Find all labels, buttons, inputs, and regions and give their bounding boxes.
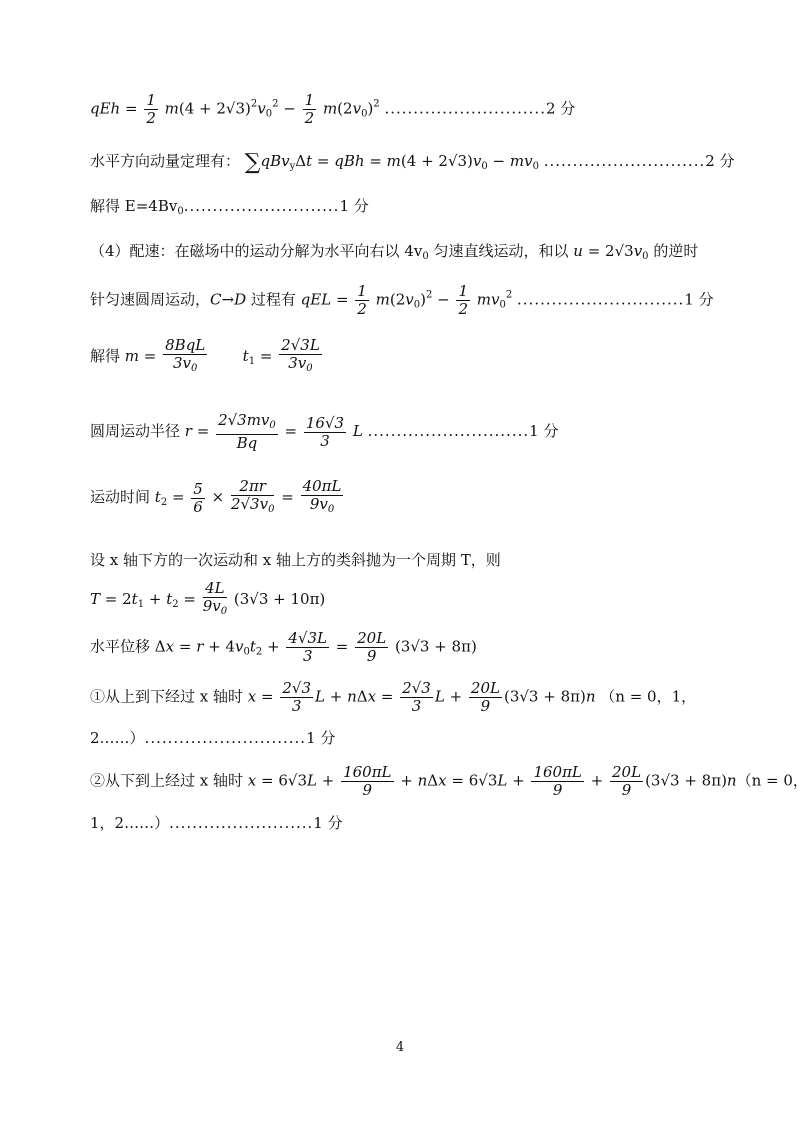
radius: 圆周运动半径 r = $\frac{2√3mv_0}{Bq}$ = $\frac{16√3}{3}$ L ............................1 分	[90, 411, 559, 452]
case-1-cont: 2……）............................1 分	[90, 729, 336, 747]
displacement: 水平位移 $\Delta x = r + 4v_0t_2$ + $\frac{4√3L}{3}$ = $\frac{20L}{9}$ (3√3 + 8π)	[90, 629, 477, 665]
score: 1 分	[339, 197, 369, 215]
equation-energy: qEh = $\frac{1}{2}$ $m(4 + 2√3)^2v_0^2$ − $\frac{1}{2}$ $m(2v_0)^2$ ............................2 分	[90, 91, 576, 127]
result-m-t1: 解得 m = $\frac{\text{8BqL}}{3v_0}$ $t_1$ = $\frac{2√3L}{3v_0}$	[90, 336, 320, 374]
score: 2 分	[545, 99, 576, 118]
time-t2: 运动时间 $t_2$ = $\frac{5}{6}$ × $\frac{2\pi r}{2√3v_0}$ = $\frac{40\pi L}{9v_0}$	[90, 477, 342, 516]
equation-momentum: 水平方向动量定理有： ∑qBv$_y$Δt = qBh = $m(4 + 2√3)v_0 - mv_0$ ............................2 分	[90, 150, 735, 175]
case-1: ①从上到下经过 x 轴时 x = $\frac{2√3}{3}$ L + nΔx = $\frac{2√3}{3}$ L + $\frac{20L}{9}$ (3√3 + 8π)n （n = 0，1，	[90, 679, 697, 715]
case-2: ②从下到上经过 x 轴时 x = 6√3L + $\frac{160\pi L}{9}$ + nΔx = 6√3L + $\frac{160\pi L}{9}$ + $\frac{20L}{9}$ (3√3 + 8π)n（n = 0，	[90, 763, 808, 799]
result-E: 解得 $E=4Bv_0...........................1$ 分	[90, 197, 369, 217]
part4-intro: （4）配速：在磁场中的运动分解为水平向右以 $4v_0$ 匀速直线运动，和以 $u = 2√3v_0$ 的逆时	[90, 242, 699, 262]
period-statement: 设 x 轴下方的一次运动和 x 轴上方的类斜抛为一个周期 T，则	[90, 551, 501, 569]
score: 1 分	[684, 290, 714, 309]
case-2-cont: 1，2……）.........................1 分	[90, 814, 343, 832]
score: 1 分	[306, 729, 336, 747]
score: 1 分	[313, 814, 343, 832]
score: 1 分	[529, 422, 559, 440]
period-T: $T = 2t_1 + t_2$ = $\frac{4L}{9v_0}$ (3√3 + 10π)	[90, 579, 326, 617]
page-number: 4	[395, 1040, 405, 1055]
part4-CD: 针匀速圆周运动，C→D 过程有 qEL = $\frac{1}{2}$ $m(2v_0)^2$ − $\frac{1}{2}$ $mv_0^2$ .............................1 分	[90, 282, 714, 318]
score: 2 分	[705, 152, 735, 170]
